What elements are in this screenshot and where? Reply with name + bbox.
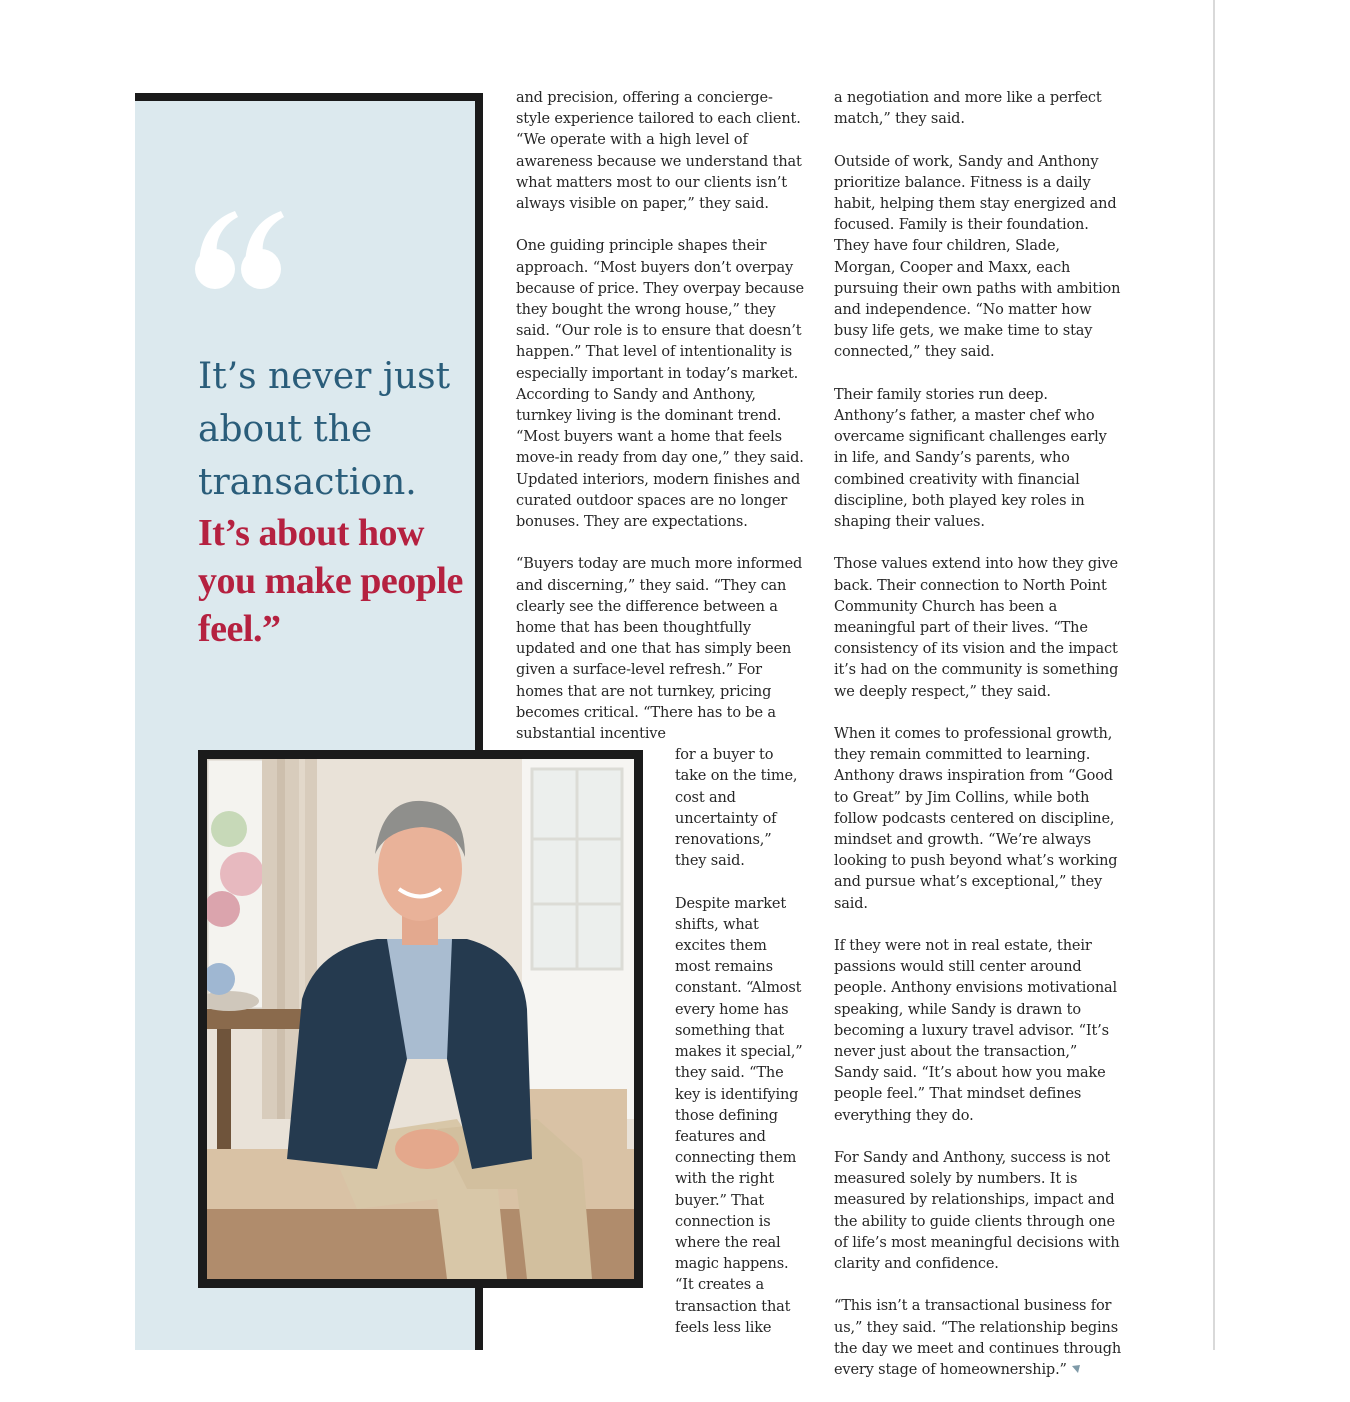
paragraph: “Buyers today are much more informed and discerning,” they said. “They can clearly see the difference between a home that has been thoughtfully updated and one that has simply been given a surface-level refresh.” For homes that are not turnkey, pricing becomes critical. “There has to be a substantial incentive — [516, 556, 803, 743]
paragraph: and precision, offering a concierge-style experience tailored to each client. “We operate with a high level of awareness because we understand that what matters most to our clients isn’t always visible on paper,” they said. — [516, 90, 802, 213]
pull-quote — [198, 350, 478, 653]
paragraph: Outside of work, Sandy and Anthony prioritize balance. Fitness is a daily habit, helping them stay energized and focused. Family is their foundation. They have four children, Slade, Morgan, Cooper and Maxx, each pursuing their own paths with ambition and independence. “No matter how busy life gets, we make time to stay connected,” they said. — [834, 153, 1121, 361]
final-paragraph-text: “This isn’t a transactional business for us,” they said. “The relationship begins the day we meet and continues through every stage of homeownership.” — [834, 1298, 1122, 1379]
paragraph: When it comes to professional growth, they remain committed to learning. Anthony draws inspiration from “Good to Great” by Jim Collins, while both follow podcasts centered on discipline, mindset and growth. “We’re always looking to push beyond what’s working and pursue what’s exceptional,” they said. — [834, 726, 1118, 912]
pull-quote-lead: It’s never just about the transaction. — [198, 356, 451, 503]
page-edge — [1213, 0, 1215, 1350]
quote-mark-icon — [193, 207, 293, 297]
paragraph: Those values extend into how they give back. Their connection to North Point Community Church has been a meaningful part of their lives. “The consistency of its vision and the impact it’s had on the community is something we deeply respect,” they said. — [834, 556, 1119, 700]
text-wrap-beside-photo — [675, 745, 806, 1339]
final-paragraph — [834, 1296, 1124, 1381]
paragraph: a negotiation and more like a perfect match,” they said. — [834, 90, 1102, 128]
end-of-article-icon — [1071, 1364, 1081, 1374]
paragraph: Despite market shifts, what excites them most remains constant. “Almost every home has something that makes it special,” they said. “The key is identifying those defining features and connecting them with the right buyer.” That connection is where the real magic happens. “It creates a transaction that feels less like — [675, 895, 803, 1336]
article-column-2 — [834, 88, 1124, 1402]
paragraph: for a buyer to take on the time, cost and uncertainty of renovations,” they said. — [675, 747, 798, 870]
paragraph: If they were not in real estate, their passions would still center around people. Anthony envisions motivational speaking, while Sandy is drawn to becoming a luxury travel advisor. “It’s never just about the transaction,” Sandy said. “It’s about how you make people feel.” That mindset defines everything they do. — [834, 938, 1117, 1124]
paragraph: One guiding principle shapes their approach. “Most buyers don’t overpay because of price. They overpay because they bought the wrong house,” they said. “Our role is to ensure that doesn’t happen.” That level of intentionality is especially important in today’s market. According to Sandy and Anthony, turnkey living is the dominant trend. “Most buyers want a home that feels move-in ready from day one,” they said. Updated interiors, modern finishes and curated outdoor spaces are no longer bonuses. They are expectations. — [516, 238, 804, 531]
pull-quote-emphasis: It’s about how you make people feel.” — [198, 512, 463, 650]
paragraph: For Sandy and Anthony, success is not measured solely by numbers. It is measured by relationships, impact and the ability to guide clients through one of life’s most meaningful decisions with clarity and confidence. — [834, 1150, 1120, 1273]
paragraph: Their family stories run deep. Anthony’s father, a master chef who overcame significant challenges early in life, and Sandy’s parents, who combined creativity with financial discipline, both played key roles in shaping their values. — [834, 386, 1107, 531]
article-column-1 — [516, 88, 806, 1360]
